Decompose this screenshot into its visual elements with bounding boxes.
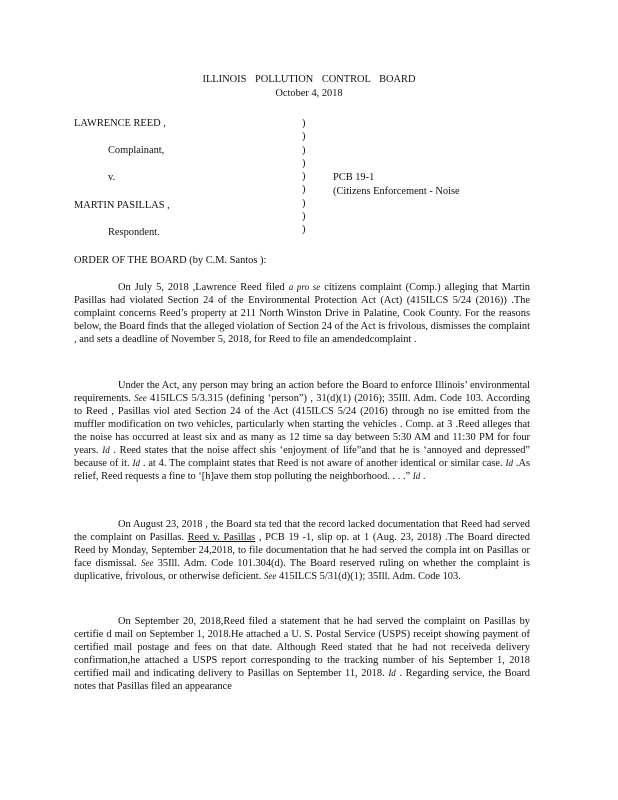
caption-bracket: )	[302, 197, 306, 209]
complainant-role: Complainant,	[108, 145, 165, 156]
paragraph-text: . Reed states that the noise affect shis ‘enjoyment of life”and that he is ‘annoyed and depressed” because of it.	[74, 445, 530, 469]
body-paragraph-1	[74, 281, 530, 346]
paragraph-text: 35Ill. Adm. Code 101.304(d). The Board reserved ruling on whether the complaint is duplicative, frivolous, or otherwise deficient.	[74, 558, 530, 582]
case-number: PCB 19-1	[333, 172, 375, 183]
body-paragraph-2	[74, 379, 530, 483]
paragraph-text: .As relief, Reed requests a fine to ‘[h]ave them stop polluting the neighborhood. . . .”	[74, 458, 531, 482]
paragraph-text: citizens complaint (Comp.) alleging that Martin Pasillas had violated Section 24 of the Environmental Protection Act (Act) (415ILCS 5/24 (2016)) .The complaint concerns Reed’s property at 211 North Winston Drive in Palatine, Cook County. For the reasons below, the Board finds that the alleged violation of Section 24 of the Act is frivolous, dismisses the complaint , and sets a deadline of November 5, 2018, for Reed to file an amendedcomplaint .	[74, 282, 530, 345]
caption-bracket: )	[302, 144, 306, 156]
caption-bracket: )	[302, 157, 306, 169]
citation-signal: See	[263, 571, 277, 581]
paragraph-text: On July 5, 2018 ,Lawrence Reed filed	[118, 282, 289, 293]
citation-signal: Id	[132, 458, 140, 468]
italic-term: a pro se	[288, 282, 321, 292]
paragraph-text: . at 4. The complaint states that Reed is not aware of another identical or similar case.	[140, 458, 506, 469]
case-type: (Citizens Enforcement - Noise	[333, 186, 460, 197]
paragraph-text: . Regarding service, the Board notes that Pasillas filed an appearance	[74, 668, 530, 692]
board-title: ILLINOIS POLLUTION CONTROL BOARD	[202, 74, 416, 85]
citation-signal: See	[134, 393, 147, 403]
respondent-role: Respondent.	[108, 227, 160, 238]
citation-signal: Id	[412, 471, 421, 481]
citation-signal: Id	[388, 668, 396, 678]
citation-signal: Id	[505, 458, 513, 468]
paragraph-text: Under the Act, any person may bring an action before the Board to enforce Illinois’ environmental requirements.	[74, 380, 530, 404]
complainant-name: LAWRENCE REED ,	[74, 118, 166, 129]
versus-label: v.	[108, 172, 116, 183]
caption-bracket: )	[302, 171, 306, 183]
caption-bracket: )	[302, 211, 306, 223]
body-paragraph-4	[74, 615, 530, 693]
order-date: October 4, 2018	[275, 88, 343, 99]
paragraph-text: On August 23, 2018 , the Board sta ted that the record lacked documentation that Reed had served the complaint on Pasillas.	[74, 519, 530, 543]
caption-bracket: )	[302, 184, 306, 196]
body-paragraph-3	[74, 518, 530, 583]
citation-signal: Id	[102, 445, 110, 455]
paragraph-text: .	[420, 471, 426, 482]
caption-bracket: )	[302, 131, 306, 143]
paragraph-text: On September 20, 2018,Reed filed a statement that he had served the complaint on Pasillas by certifie d mail on September 1, 2018.He attached a U. S. Postal Service (USPS) receipt showing payment of certified mail postage and fees on that date. Although Reed stated that he had not receiveda delivery confirmation,he attached a USPS report corresponding to the tracking number of his September 1, 2018 certified mail and indicating delivery to Pasillas on September 11, 2018.	[74, 616, 530, 679]
respondent-name: MARTIN PASILLAS ,	[74, 200, 170, 211]
paragraph-text: 415ILCS 5/31(d)(1); 35Ill. Adm. Code 103.	[276, 571, 461, 582]
paragraph-text: 415ILCS 5/3.315 (defining ‘person”) , 31(d)(1) (2016); 35Ill. Adm. Code 103. According to Reed , Pasillas viol ated Section 24 of the Act (415ILCS 5/24 (2016) through no ise emitted from the muffler modification on two vehicles, particularly when starting the vehicles . Comp. at 3 .Reed alleges that the noise has occurred at least six and as many as 12 time sa day between 5:30 AM and 11:30 PM for four years.	[74, 393, 531, 456]
caption-brackets	[302, 117, 310, 237]
order-heading: ORDER OF THE BOARD (by C.M. Santos ):	[74, 255, 267, 266]
citation-signal: See	[140, 558, 154, 568]
caption-bracket: )	[302, 224, 306, 236]
paragraph-text: , PCB 19 -1, slip op. at 1 (Aug. 23, 2018) .The Board directed Reed by Monday, September 24,2018, to file documentation that he had served the compla int on Pasillas or face dismissal.	[74, 532, 530, 569]
case-citation: Reed v. Pasillas	[187, 532, 256, 543]
caption-bracket: )	[302, 118, 306, 129]
